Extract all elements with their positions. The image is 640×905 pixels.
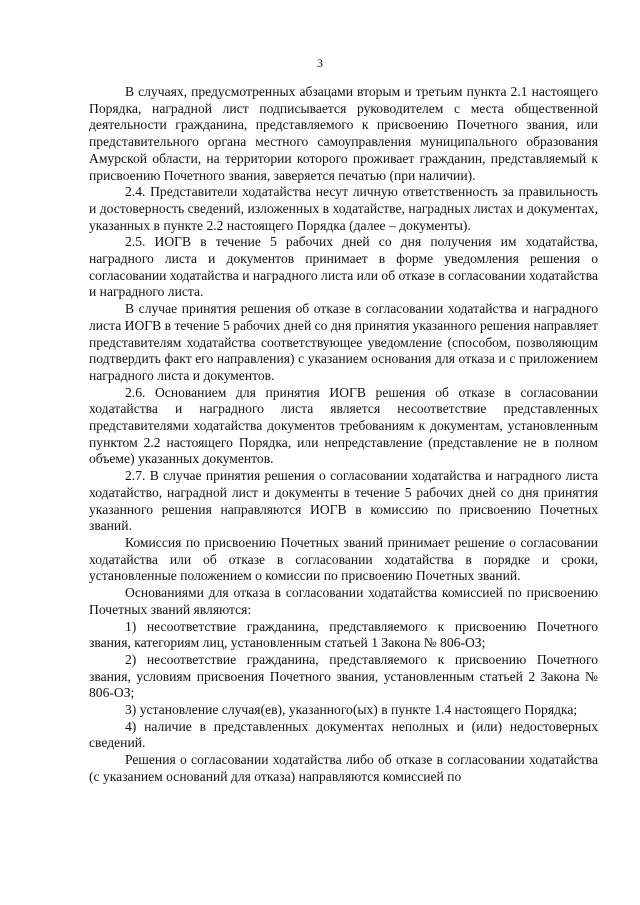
list-item-ground-2: 2) несоответствие гражданина, представляемого к присвоению Почетного звания, условиям присвоения Почетного звания, установленным статьей 2 Закона № 806-ОЗ;	[89, 651, 598, 701]
page-number: 3	[317, 56, 323, 70]
paragraph-2-5: 2.5. ИОГВ в течение 5 рабочих дней со дня получения им ходатайства, наградного листа и документов принимает в форме уведомления решения о согласовании ходатайства и наградного листа или об отказе в согласовании ходатайства и наградного листа.	[89, 234, 598, 300]
paragraph-decisions-sent: Решения о согласовании ходатайства либо об отказе в согласовании ходатайства (с указанием оснований для отказа) направляются комиссией по	[89, 752, 598, 784]
paragraph-2-7: 2.7. В случае принятия решения о согласовании ходатайства и наградного листа ходатайство, наградной лист и документы в течение 5 рабочих дней со дня принятия указанного решения направляются ИОГВ в комиссию по присвоению Почетных званий.	[89, 468, 598, 534]
paragraph-refusal-notice: В случае принятия решения об отказе в согласовании ходатайства и наградного листа ИОГВ в течение 5 рабочих дней со дня принятия указанного решения направляет представителям ходатайства соответствующее уведомление (способом, позволяющим подтвердить факт его направления) с указанием основания для отказа и с приложением наградного листа и документов.	[89, 301, 598, 383]
list-item-ground-4: 4) наличие в представленных документах неполных и (или) недостоверных сведений.	[89, 718, 598, 751]
list-item-ground-1: 1) несоответствие гражданина, представляемого к присвоению Почетного звания, категориям лиц, установленным статьей 1 Закона № 806-ОЗ;	[89, 618, 598, 651]
paragraph-2-4: 2.4. Представители ходатайства несут личную ответственность за правильность и достоверность сведений, изложенных в ходатайстве, наградных листах и документах, указанных в пункте 2.2 настоящего Порядка (далее – документы).	[89, 184, 598, 233]
paragraph-signing-rules: В случаях, предусмотренных абзацами вторым и третьим пункта 2.1 настоящего Порядка, наградной лист подписывается руководителем с места общественной деятельности гражданина, представляемого к присвоению Почетного звания, или представительного органа местного самоуправления муниципального образования Амурской области, на территории которого проживает гражданин, представляемый к присвоению Почетного звания, заверяется печатью (при наличии).	[89, 84, 598, 183]
list-item-ground-3: 3) установление случая(ев), указанного(ых) в пункте 1.4 настоящего Порядка;	[125, 702, 578, 718]
paragraph-refusal-grounds-intro: Основаниями для отказа в согласовании ходатайства комиссией по присвоению Почетных званий являются:	[89, 585, 598, 617]
document-body	[89, 84, 598, 786]
paragraph-2-6: 2.6. Основанием для принятия ИОГВ решения об отказе в согласовании ходатайства и наградного листа является несоответствие представленных представителями ходатайства документов требованиям к документам, установленным пунктом 2.2 настоящего Порядка, или непредставление (представление не в полном объеме) указанных документов.	[89, 384, 598, 467]
paragraph-commission-decision: Комиссия по присвоению Почетных званий принимает решение о согласовании ходатайства или об отказе в согласовании ходатайства в порядке и сроки, установленные положением о комиссии по присвоению Почетных званий.	[89, 534, 598, 584]
